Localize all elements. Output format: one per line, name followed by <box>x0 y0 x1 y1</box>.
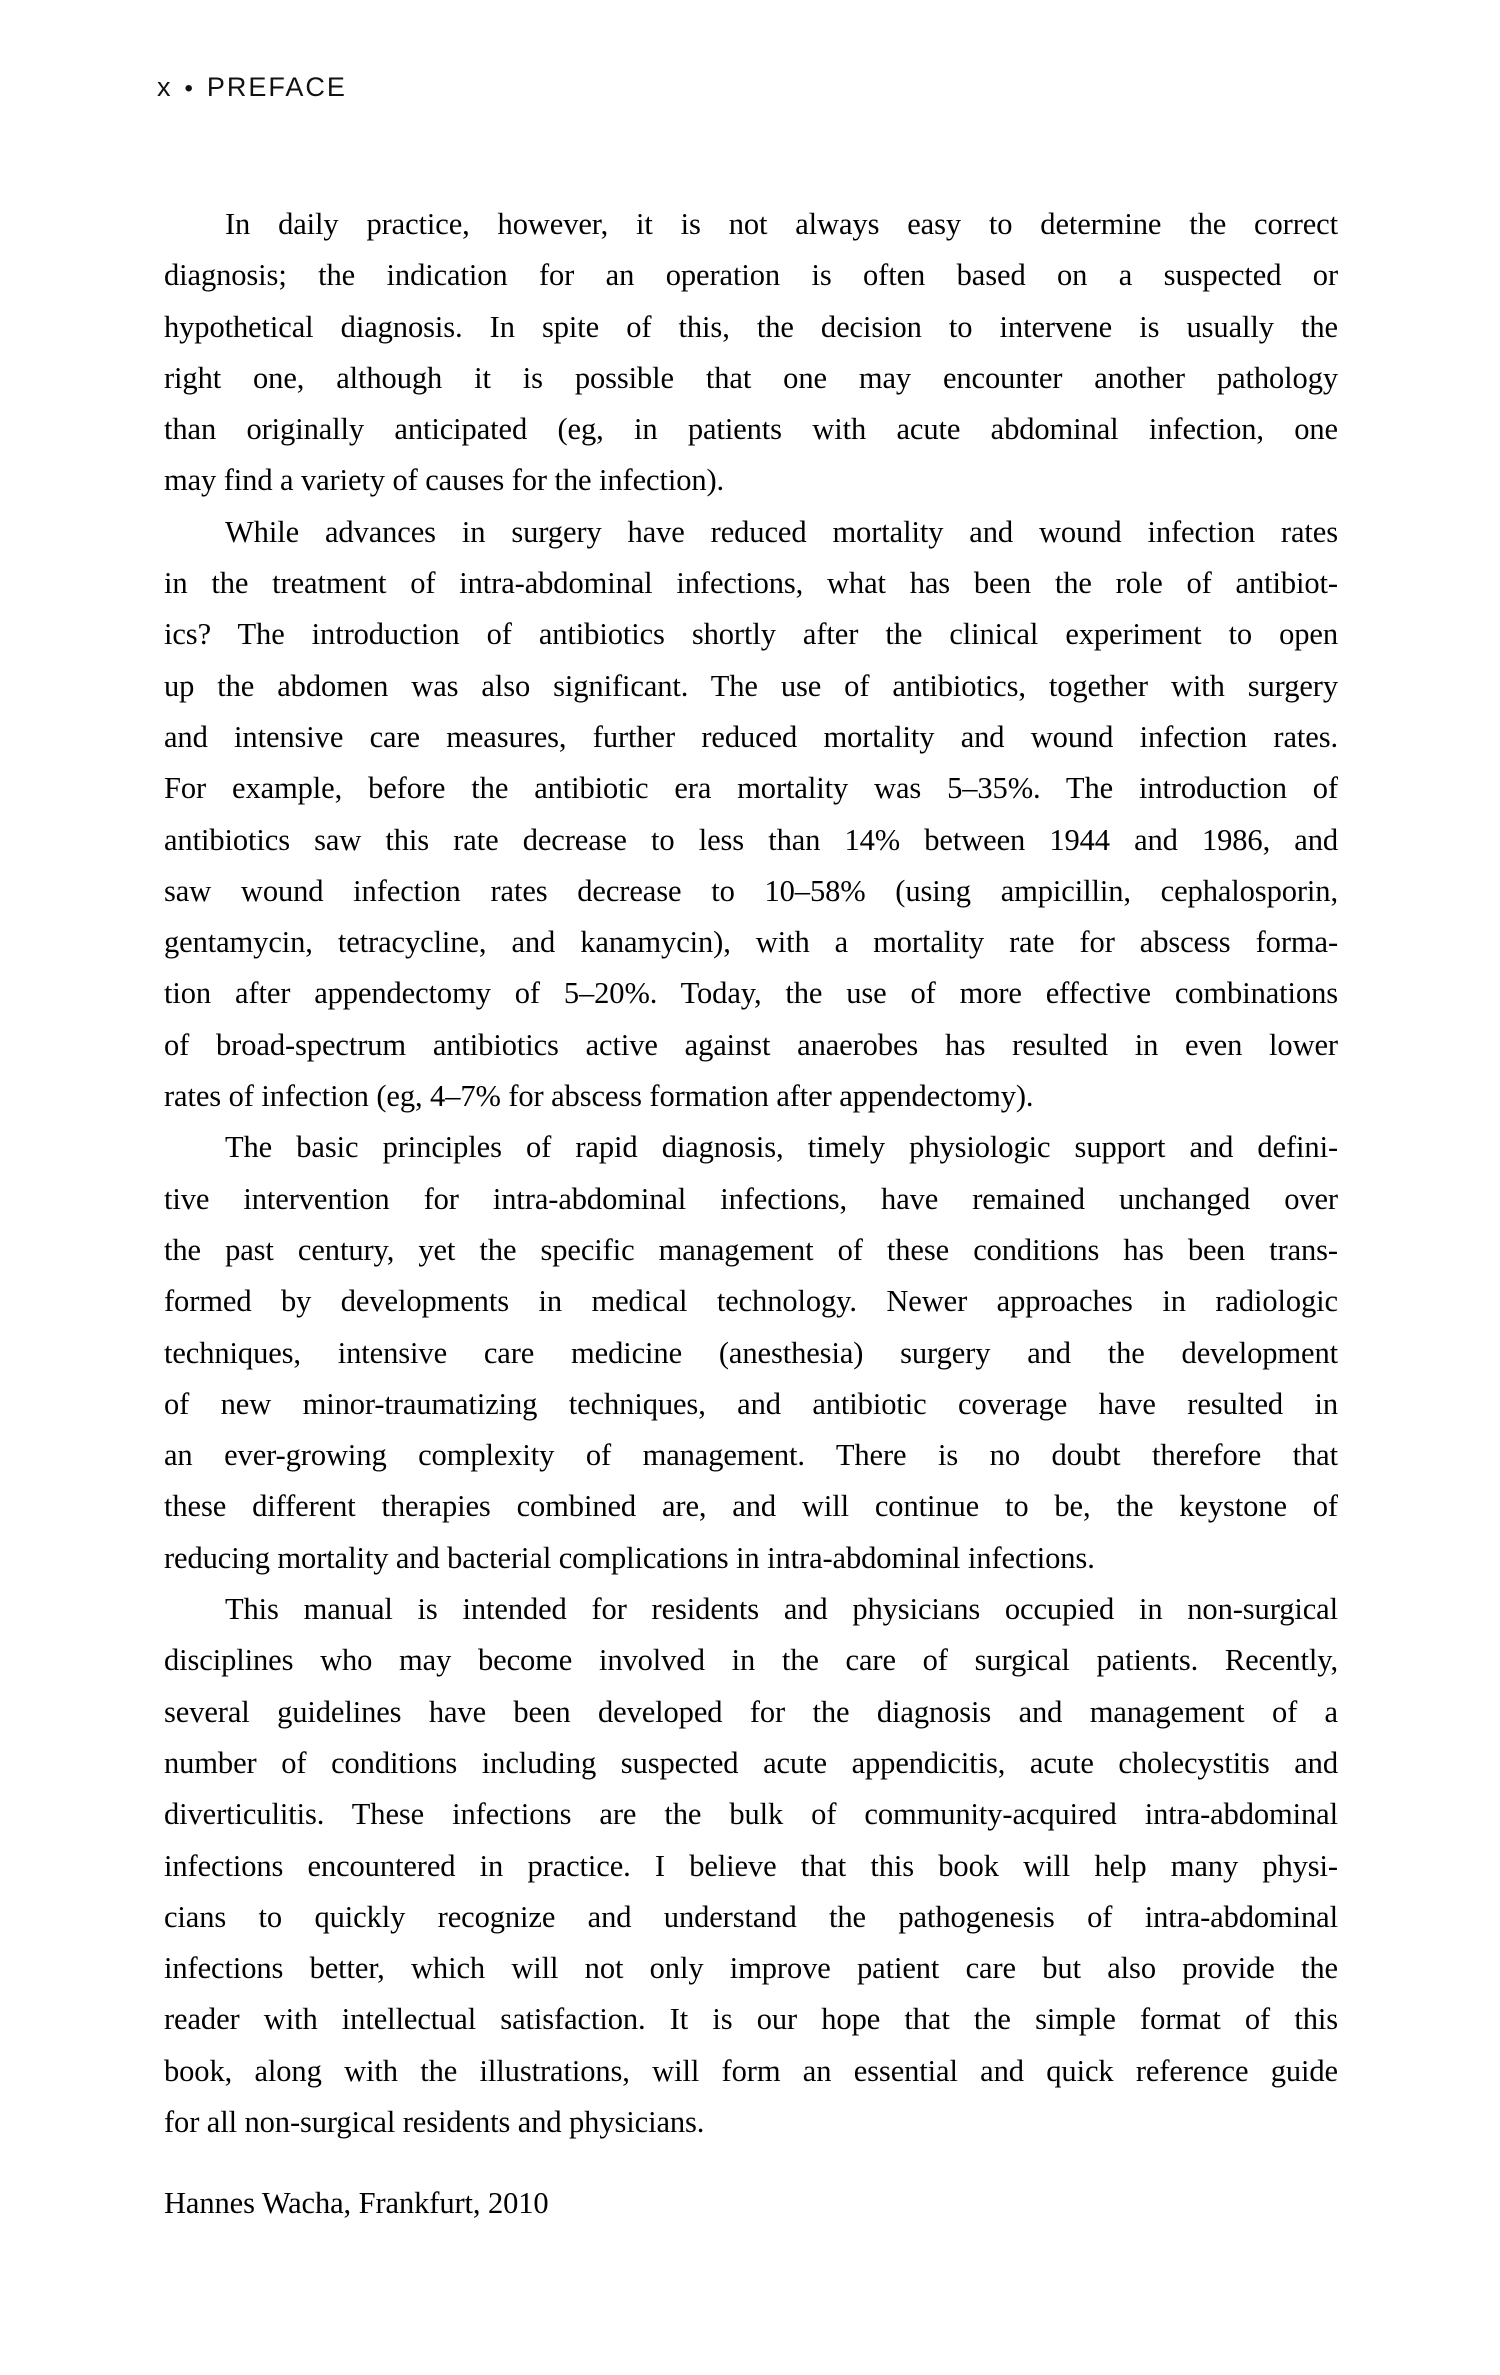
running-header <box>157 72 347 103</box>
text-line: infections better, which will not only improve patient care but also provide the <box>164 1951 1338 1986</box>
paragraph <box>164 507 1338 1123</box>
text-line: tive intervention for intra-abdominal infections, have remained unchanged over <box>164 1181 1338 1216</box>
text-line: an ever-growing complexity of management. There is no doubt therefore that <box>164 1438 1338 1473</box>
text-line: hypothetical diagnosis. In spite of this, the decision to intervene is usually the <box>164 309 1338 344</box>
author-signature: Hannes Wacha, Frankfurt, 2010 <box>164 2186 549 2221</box>
text-line: saw wound infection rates decrease to 10–58% (using ampicillin, cephalosporin, <box>164 873 1338 908</box>
text-line: In daily practice, however, it is not always easy to determine the correct <box>225 207 1338 241</box>
text-line: for all non-surgical residents and physicians. <box>164 2104 705 2139</box>
text-line: This manual is intended for residents and physicians occupied in non-surgical <box>225 1592 1338 1627</box>
paragraphs-container <box>164 199 1338 2148</box>
section-title: PREFACE <box>206 72 347 102</box>
text-line: these different therapies combined are, and will continue to be, the keystone of <box>164 1489 1338 1524</box>
text-line: book, along with the illustrations, will form an essential and quick reference guide <box>164 2053 1338 2088</box>
text-line: of broad-spectrum antibiotics active against anaerobes has resulted in even lower <box>164 1027 1338 1062</box>
text-line: formed by developments in medical technology. Newer approaches in radiologic <box>164 1284 1338 1319</box>
page-number: x <box>157 72 171 102</box>
text-line: and intensive care measures, further reduced mortality and wound infection rates. <box>164 719 1338 754</box>
text-line: ics? The introduction of antibiotics shortly after the clinical experiment to open <box>164 617 1338 652</box>
text-line: may find a variety of causes for the infection). <box>164 463 725 498</box>
text-line: The basic principles of rapid diagnosis, timely physiologic support and defini- <box>225 1130 1338 1165</box>
text-line: tion after appendectomy of 5–20%. Today, the use of more effective combinations <box>164 976 1338 1011</box>
text-line: the past century, yet the specific management of these conditions has been trans- <box>164 1232 1338 1267</box>
text-line: than originally anticipated (eg, in patients with acute abdominal infection, one <box>164 412 1338 447</box>
text-line: techniques, intensive care medicine (anesthesia) surgery and the development <box>164 1335 1338 1370</box>
text-line: up the abdomen was also significant. The use of antibiotics, together with surgery <box>164 668 1338 703</box>
text-line: diverticulitis. These infections are the bulk of community-acquired intra-abdominal <box>164 1797 1338 1832</box>
text-line: infections encountered in practice. I believe that this book will help many physi- <box>164 1848 1338 1883</box>
separator-bullet: • <box>184 75 193 102</box>
paragraph <box>164 1122 1338 1584</box>
text-line: gentamycin, tetracycline, and kanamycin), with a mortality rate for abscess forma- <box>164 925 1338 960</box>
preface-body <box>164 199 1338 2230</box>
text-line: antibiotics saw this rate decrease to less than 14% between 1944 and 1986, and <box>164 822 1338 857</box>
text-line: While advances in surgery have reduced mortality and wound infection rates <box>225 514 1338 549</box>
paragraph <box>164 199 1338 507</box>
text-line: several guidelines have been developed for the diagnosis and management of a <box>164 1694 1338 1729</box>
text-line: cians to quickly recognize and understand the pathogenesis of intra-abdominal <box>164 1899 1338 1934</box>
text-line: diagnosis; the indication for an operation is often based on a suspected or <box>164 258 1338 293</box>
text-line: in the treatment of intra-abdominal infections, what has been the role of antibiot- <box>164 566 1338 601</box>
text-line: reducing mortality and bacterial complications in intra-abdominal infections. <box>164 1540 1095 1575</box>
text-line: of new minor-traumatizing techniques, and antibiotic coverage have resulted in <box>164 1386 1338 1421</box>
paragraph <box>164 1584 1338 2148</box>
text-line: For example, before the antibiotic era mortality was 5–35%. The introduction of <box>164 771 1338 806</box>
text-line: disciplines who may become involved in the care of surgical patients. Recently, <box>164 1643 1338 1678</box>
text-line: number of conditions including suspected acute appendicitis, acute cholecystitis and <box>164 1745 1338 1780</box>
text-line: reader with intellectual satisfaction. It is our hope that the simple format of this <box>164 2002 1338 2037</box>
text-line: right one, although it is possible that one may encounter another pathology <box>164 360 1338 395</box>
text-line: rates of infection (eg, 4–7% for abscess formation after appendectomy). <box>164 1079 1034 1114</box>
